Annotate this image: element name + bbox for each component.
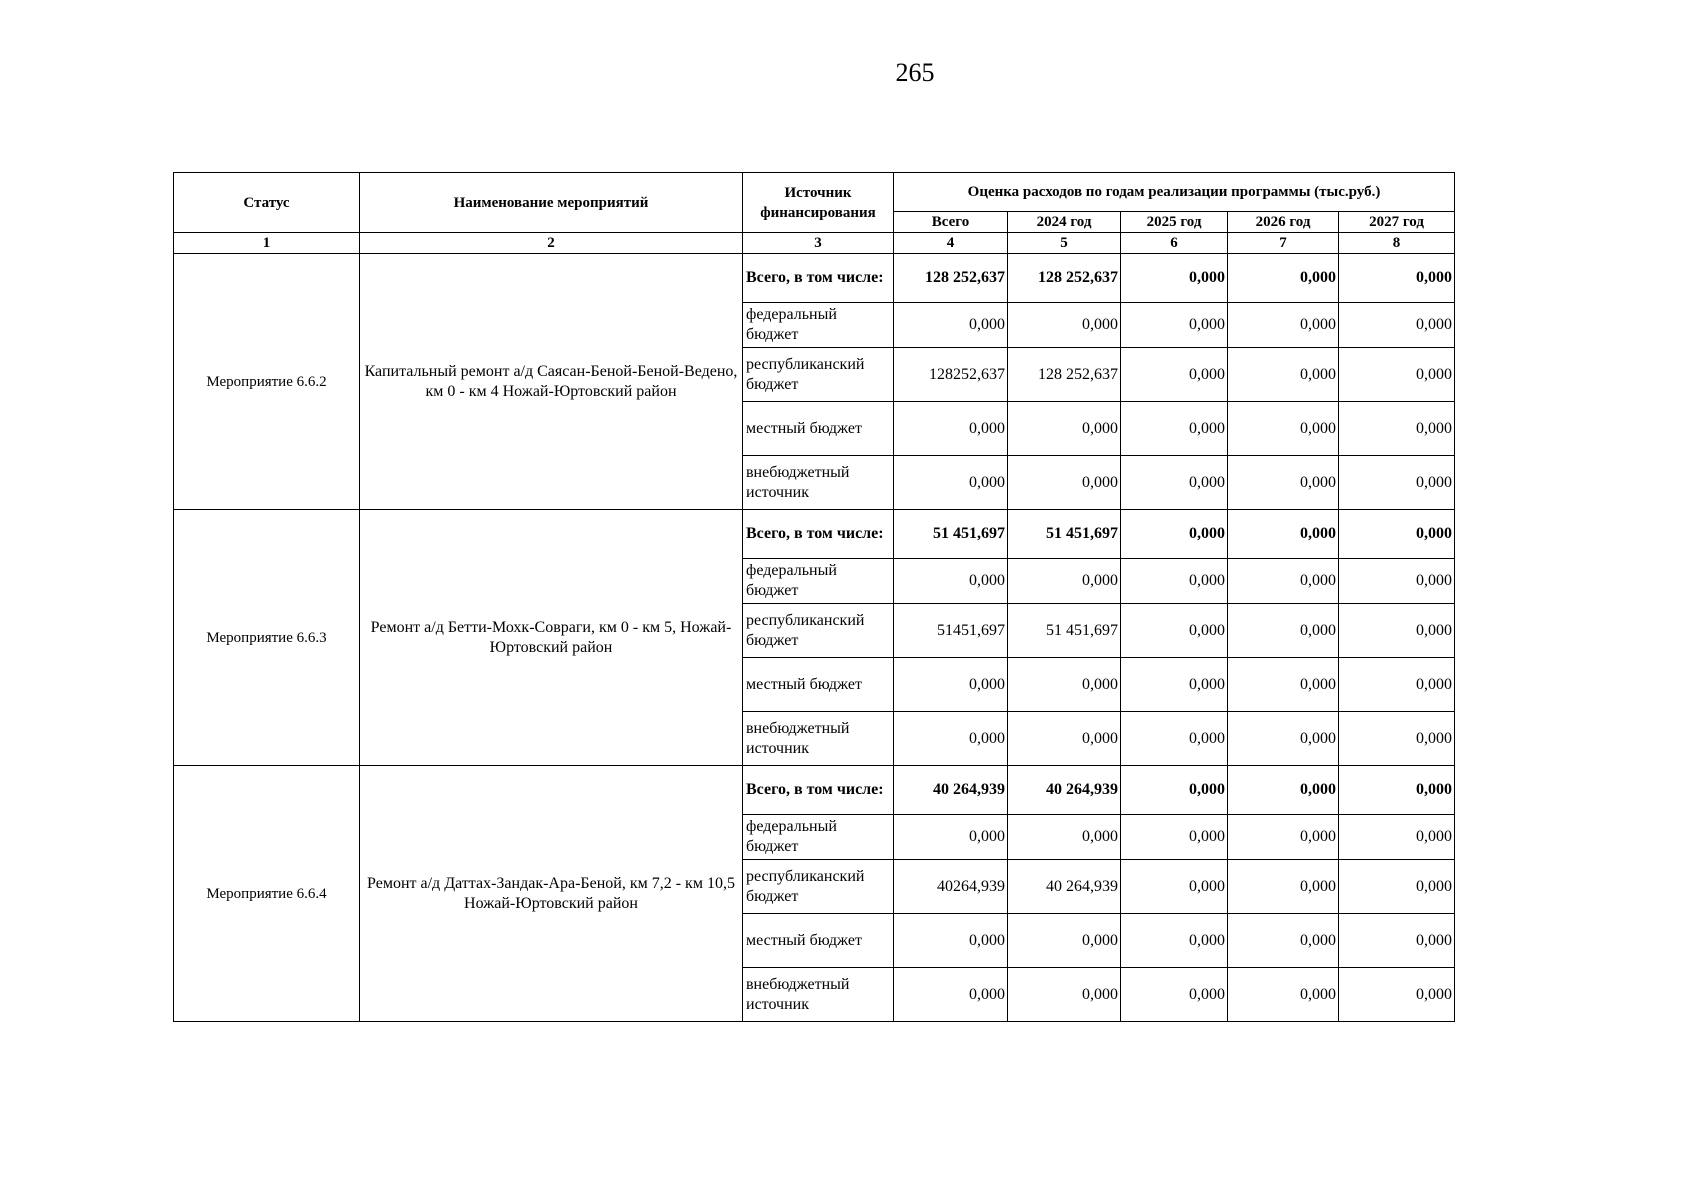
cell-2026: 0,000 bbox=[1228, 559, 1339, 604]
cell-2024: 0,000 bbox=[1008, 559, 1121, 604]
column-number: 1 bbox=[174, 233, 360, 254]
cell-2026: 0,000 bbox=[1228, 860, 1339, 914]
page-number: 265 bbox=[895, 58, 935, 87]
funding-source: республиканский бюджет bbox=[743, 860, 894, 914]
cell-total: 0,000 bbox=[894, 402, 1008, 456]
cell-2026: 0,000 bbox=[1228, 254, 1339, 303]
cell-2026: 0,000 bbox=[1228, 712, 1339, 766]
activity-status: Мероприятие 6.6.4 bbox=[174, 766, 360, 1022]
funding-source: федеральный бюджет bbox=[743, 815, 894, 860]
cell-2025: 0,000 bbox=[1121, 968, 1228, 1022]
cell-total: 128252,637 bbox=[894, 348, 1008, 402]
table-row bbox=[174, 510, 1455, 559]
header-row bbox=[174, 173, 1455, 212]
budget-table bbox=[173, 172, 1455, 1022]
cell-2026: 0,000 bbox=[1228, 510, 1339, 559]
column-number: 3 bbox=[743, 233, 894, 254]
cell-total: 0,000 bbox=[894, 658, 1008, 712]
header-source: Источник финансирования bbox=[743, 173, 894, 233]
cell-2025: 0,000 bbox=[1121, 559, 1228, 604]
cell-2024: 0,000 bbox=[1008, 712, 1121, 766]
header-year-2024: 2024 год bbox=[1008, 212, 1121, 233]
cell-2024: 51 451,697 bbox=[1008, 604, 1121, 658]
activity-status: Мероприятие 6.6.2 bbox=[174, 254, 360, 510]
cell-2026: 0,000 bbox=[1228, 815, 1339, 860]
cell-2025: 0,000 bbox=[1121, 348, 1228, 402]
funding-source: местный бюджет bbox=[743, 402, 894, 456]
funding-source: республиканский бюджет bbox=[743, 604, 894, 658]
cell-2027: 0,000 bbox=[1339, 348, 1455, 402]
cell-total: 0,000 bbox=[894, 303, 1008, 348]
cell-2024: 40 264,939 bbox=[1008, 766, 1121, 815]
funding-source: Всего, в том числе: bbox=[743, 254, 894, 303]
cell-2027: 0,000 bbox=[1339, 815, 1455, 860]
cell-2025: 0,000 bbox=[1121, 510, 1228, 559]
funding-source: федеральный бюджет bbox=[743, 559, 894, 604]
cell-2027: 0,000 bbox=[1339, 658, 1455, 712]
header-total: Всего bbox=[894, 212, 1008, 233]
cell-2024: 0,000 bbox=[1008, 456, 1121, 510]
table-row bbox=[174, 254, 1455, 303]
header-status: Статус bbox=[174, 173, 360, 233]
cell-total: 128 252,637 bbox=[894, 254, 1008, 303]
cell-2025: 0,000 bbox=[1121, 303, 1228, 348]
cell-2027: 0,000 bbox=[1339, 968, 1455, 1022]
header-year-2025: 2025 год bbox=[1121, 212, 1228, 233]
cell-total: 0,000 bbox=[894, 815, 1008, 860]
cell-2026: 0,000 bbox=[1228, 914, 1339, 968]
cell-2024: 0,000 bbox=[1008, 914, 1121, 968]
funding-source: федеральный бюджет bbox=[743, 303, 894, 348]
cell-2027: 0,000 bbox=[1339, 303, 1455, 348]
cell-total: 51 451,697 bbox=[894, 510, 1008, 559]
cell-2024: 51 451,697 bbox=[1008, 510, 1121, 559]
cell-2027: 0,000 bbox=[1339, 604, 1455, 658]
funding-source: республиканский бюджет bbox=[743, 348, 894, 402]
cell-2024: 0,000 bbox=[1008, 968, 1121, 1022]
cell-2025: 0,000 bbox=[1121, 766, 1228, 815]
cell-2024: 0,000 bbox=[1008, 303, 1121, 348]
cell-2025: 0,000 bbox=[1121, 658, 1228, 712]
cell-2025: 0,000 bbox=[1121, 456, 1228, 510]
cell-2025: 0,000 bbox=[1121, 815, 1228, 860]
cell-2026: 0,000 bbox=[1228, 456, 1339, 510]
cell-total: 0,000 bbox=[894, 712, 1008, 766]
cell-total: 0,000 bbox=[894, 968, 1008, 1022]
funding-source: местный бюджет bbox=[743, 914, 894, 968]
cell-total: 40264,939 bbox=[894, 860, 1008, 914]
activity-name: Ремонт а/д Даттах-Зандак-Ара-Беной, км 7,2 - км 10,5 Ножай-Юртовский район bbox=[360, 766, 743, 1022]
header-name: Наименование мероприятий bbox=[360, 173, 743, 233]
cell-2027: 0,000 bbox=[1339, 766, 1455, 815]
cell-2026: 0,000 bbox=[1228, 348, 1339, 402]
activity-name: Капитальный ремонт а/д Саясан-Беной-Беной-Ведено, км 0 - км 4 Ножай-Юртовский район bbox=[360, 254, 743, 510]
cell-2025: 0,000 bbox=[1121, 254, 1228, 303]
column-number: 2 bbox=[360, 233, 743, 254]
cell-2026: 0,000 bbox=[1228, 303, 1339, 348]
cell-2025: 0,000 bbox=[1121, 712, 1228, 766]
column-number: 7 bbox=[1228, 233, 1339, 254]
cell-2027: 0,000 bbox=[1339, 254, 1455, 303]
header-year-2027: 2027 год bbox=[1339, 212, 1455, 233]
cell-2024: 40 264,939 bbox=[1008, 860, 1121, 914]
cell-2027: 0,000 bbox=[1339, 402, 1455, 456]
cell-total: 0,000 bbox=[894, 456, 1008, 510]
cell-2025: 0,000 bbox=[1121, 860, 1228, 914]
cell-2024: 0,000 bbox=[1008, 402, 1121, 456]
cell-2026: 0,000 bbox=[1228, 658, 1339, 712]
cell-2024: 0,000 bbox=[1008, 658, 1121, 712]
cell-2027: 0,000 bbox=[1339, 559, 1455, 604]
cell-2025: 0,000 bbox=[1121, 914, 1228, 968]
table-row bbox=[174, 766, 1455, 815]
funding-source: внебюджетный источник bbox=[743, 712, 894, 766]
funding-source: Всего, в том числе: bbox=[743, 766, 894, 815]
cell-2026: 0,000 bbox=[1228, 402, 1339, 456]
column-number: 5 bbox=[1008, 233, 1121, 254]
cell-2027: 0,000 bbox=[1339, 914, 1455, 968]
cell-2026: 0,000 bbox=[1228, 604, 1339, 658]
activity-status: Мероприятие 6.6.3 bbox=[174, 510, 360, 766]
cell-2026: 0,000 bbox=[1228, 766, 1339, 815]
cell-total: 0,000 bbox=[894, 914, 1008, 968]
cell-2024: 0,000 bbox=[1008, 815, 1121, 860]
cell-2025: 0,000 bbox=[1121, 402, 1228, 456]
column-number: 8 bbox=[1339, 233, 1455, 254]
cell-2027: 0,000 bbox=[1339, 712, 1455, 766]
column-number: 4 bbox=[894, 233, 1008, 254]
column-number: 6 bbox=[1121, 233, 1228, 254]
column-number-row bbox=[174, 233, 1455, 254]
cell-2025: 0,000 bbox=[1121, 604, 1228, 658]
header-year-2026: 2026 год bbox=[1228, 212, 1339, 233]
cell-2027: 0,000 bbox=[1339, 510, 1455, 559]
funding-source: местный бюджет bbox=[743, 658, 894, 712]
activity-name: Ремонт а/д Бетти-Мохк-Совраги, км 0 - км 5, Ножай-Юртовский район bbox=[360, 510, 743, 766]
funding-source: внебюджетный источник bbox=[743, 456, 894, 510]
cell-2027: 0,000 bbox=[1339, 860, 1455, 914]
funding-source: Всего, в том числе: bbox=[743, 510, 894, 559]
cell-total: 40 264,939 bbox=[894, 766, 1008, 815]
table-body bbox=[174, 254, 1455, 1022]
cell-2027: 0,000 bbox=[1339, 456, 1455, 510]
cell-total: 51451,697 bbox=[894, 604, 1008, 658]
header-estimate: Оценка расходов по годам реализации программы (тыс.руб.) bbox=[894, 173, 1455, 212]
cell-2024: 128 252,637 bbox=[1008, 254, 1121, 303]
cell-total: 0,000 bbox=[894, 559, 1008, 604]
funding-source: внебюджетный источник bbox=[743, 968, 894, 1022]
cell-2024: 128 252,637 bbox=[1008, 348, 1121, 402]
cell-2026: 0,000 bbox=[1228, 968, 1339, 1022]
